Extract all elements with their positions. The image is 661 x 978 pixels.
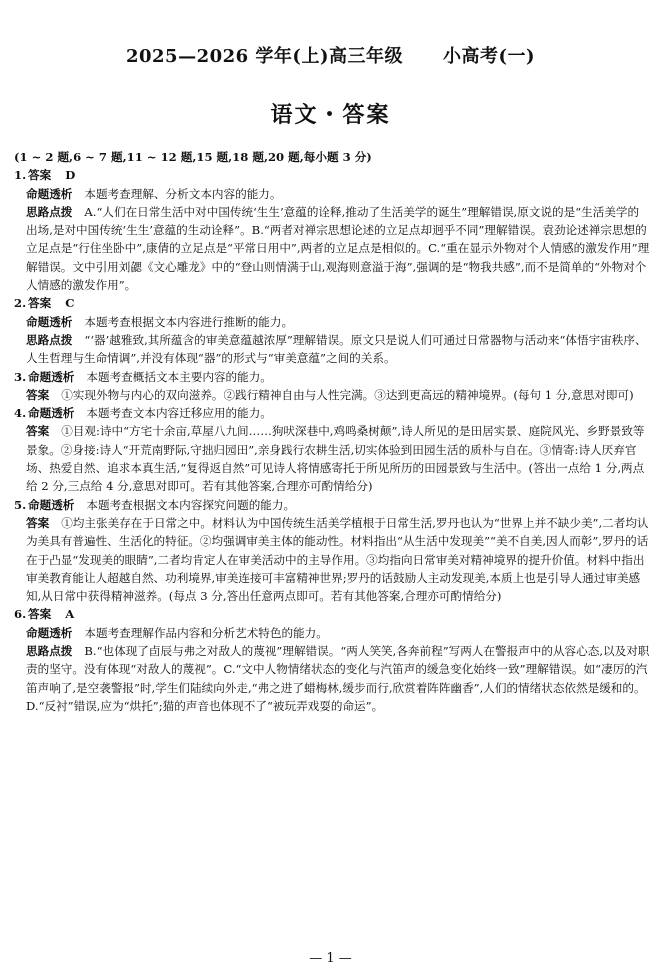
- answer-label: 答案: [26, 424, 50, 439]
- exam-year-grade: 2025—2026 学年(上)高三年级: [125, 46, 403, 67]
- intent-text: 本题考查理解作品内容和分析艺术特色的能力。: [84, 625, 328, 640]
- question-number: 1.: [14, 168, 27, 183]
- question-number: 4.: [14, 406, 27, 421]
- answer-value: D: [65, 168, 76, 183]
- question-3: [14, 368, 650, 405]
- answer-value: A: [65, 607, 75, 622]
- question-number: 2.: [14, 296, 27, 311]
- answer-text: ①均主张美存在于日常之中。材料认为中国传统生活美学植根于日常生活,罗丹也认为“世界上并不缺少美”,二者均认为美具有普遍性、生活化的特征。②均强调审美主体的能动性。材料指出“从生活中发现美”“美不自美,因人而彰”,罗丹的话在于凸显“发现美的眼睛”,二者均肯定人在审美活动中的主导作用。③均指向日常审美对精神境界的提升价值。材料中指出审美教育能让人超越自然、功利境界,审美连接可丰富精神世界;罗丹的话鼓励人主动发现美,本质上也是引导人通过审美感知,从日常中获得精神滋养。(每点 3 分,答出任意两点即可。若有其他答案,合理亦可酌情给分): [26, 515, 649, 604]
- hint-label: 思路点拨: [26, 644, 73, 659]
- question-number: 5.: [14, 497, 27, 512]
- intent-text: 本题考查理解、分析文本内容的能力。: [84, 186, 282, 201]
- hint-text: “‘器’越雅致,其所蕴含的审美意蕴越浓厚”理解错误。原文只是说人们可通过日常器物与活动来“体悟宇宙秩序、人生哲理与生命情调”,并没有体现“器”的形式与“审美意蕴”之间的关系。: [26, 332, 647, 366]
- answer-text: ①实现外物与内心的双向滋养。②践行精神自由与人性完满。③达到更高远的精神境界。(每句 1 分,意思对即可): [61, 387, 634, 402]
- intent-label: 命题透析: [26, 186, 73, 201]
- intent-text: 本题考查根据文本内容探究问题的能力。: [86, 497, 296, 512]
- hint-text: B.“也体现了卣辰与弗之对敌人的蔑视”理解错误。“两人笑笑,各奔前程”写两人在警报声中的从容心态,以及对职责的坚守。没有体现“对敌人的蔑视”。C.“文中人物情绪状态的变化与汽笛声的缓急变化始终一致”理解错误。如“凄厉的汽笛声响了,是空袭警报”时,学生们陆续向外走,“弗之进了蜡梅林,缓步而行,欣赏着阵阵幽香”,人们的情绪状态依然是缓和的。D.“反衬”错误,应为“烘托”;猫的声音也体现不了“被玩弄戏耍的命运”。: [26, 644, 650, 713]
- intent-label: 命题透析: [28, 406, 75, 421]
- question-4: [14, 404, 650, 495]
- intent-label: 命题透析: [26, 314, 73, 329]
- hint-text: A.“人们在日常生活中对中国传统‘生生’意蕴的诠释,推动了生活美学的诞生”理解错误,原文说的是“生活美学的出场,是对中国传统‘生生’意蕴的生动诠释”。B.“两者对禅宗思想论述的立足点却迥乎不同”理解错误。袁劲论述禅宗思想的立足点是“行住坐卧中”,康倩的立足点是“平常日用中”,两者的立足点是相似的。C.“重在显示外物对个人情感的激发作用”理解错误。文中引用刘勰《文心雕龙》中的“登山则情满于山,观海则意溢于海”,强调的是“物我共感”,而不是简单的“外物对个人情感的激发作用”。: [26, 204, 650, 293]
- answer-text: ①目观:诗中“方宅十余亩,草屋八九间……狗吠深巷中,鸡鸣桑树颠”,诗人所见的是田居实景、庭院风光、乡野景致等景象。②身接:诗人“开荒南野际,守拙归园田”,亲身践行农耕生活,切实体验到田园生活的质朴与自在。③情寄:诗人厌弃官场、热爱自然、追求本真生活,“复得返自然”可见诗人将情感寄托于所见所历的田园景致与生活中。(答出一点给 1 分,两点给 2 分,三点给 4 分,意思对即可。若有其他答案,合理亦可酌情给分): [26, 424, 645, 494]
- scoring-note: (1 ~ 2 题,6 ~ 7 题,11 ~ 12 题,15 题,18 题,20 题,每小题 3 分): [14, 150, 372, 164]
- page-number: — 1 —: [309, 951, 352, 966]
- hint-label: 思路点拨: [26, 332, 73, 347]
- exam-name: 小高考(一): [442, 46, 536, 67]
- hint-label: 思路点拨: [26, 204, 73, 219]
- answer-label: 答案: [26, 515, 50, 530]
- question-number: 3.: [14, 369, 27, 384]
- intent-text: 本题考查文本内容迁移应用的能力。: [86, 406, 272, 421]
- answer-value: C: [65, 296, 75, 311]
- question-5: [14, 496, 650, 606]
- answer-label: 答案: [26, 387, 50, 402]
- answer-label: 答案: [28, 168, 52, 183]
- exam-title: [0, 42, 661, 68]
- answer-label: 答案: [28, 607, 52, 622]
- answer-label: 答案: [28, 296, 52, 311]
- question-6: [14, 605, 650, 715]
- answer-content: [14, 148, 650, 715]
- intent-label: 命题透析: [26, 625, 73, 640]
- intent-label: 命题透析: [28, 497, 75, 512]
- intent-label: 命题透析: [28, 369, 75, 384]
- intent-text: 本题考查概括文本主要内容的能力。: [86, 369, 272, 384]
- subject-title: 语文・答案: [270, 102, 391, 128]
- question-number: 6.: [14, 607, 27, 622]
- intent-text: 本题考查根据文本内容进行推断的能力。: [84, 314, 294, 329]
- question-1: [14, 166, 650, 294]
- question-2: [14, 294, 650, 367]
